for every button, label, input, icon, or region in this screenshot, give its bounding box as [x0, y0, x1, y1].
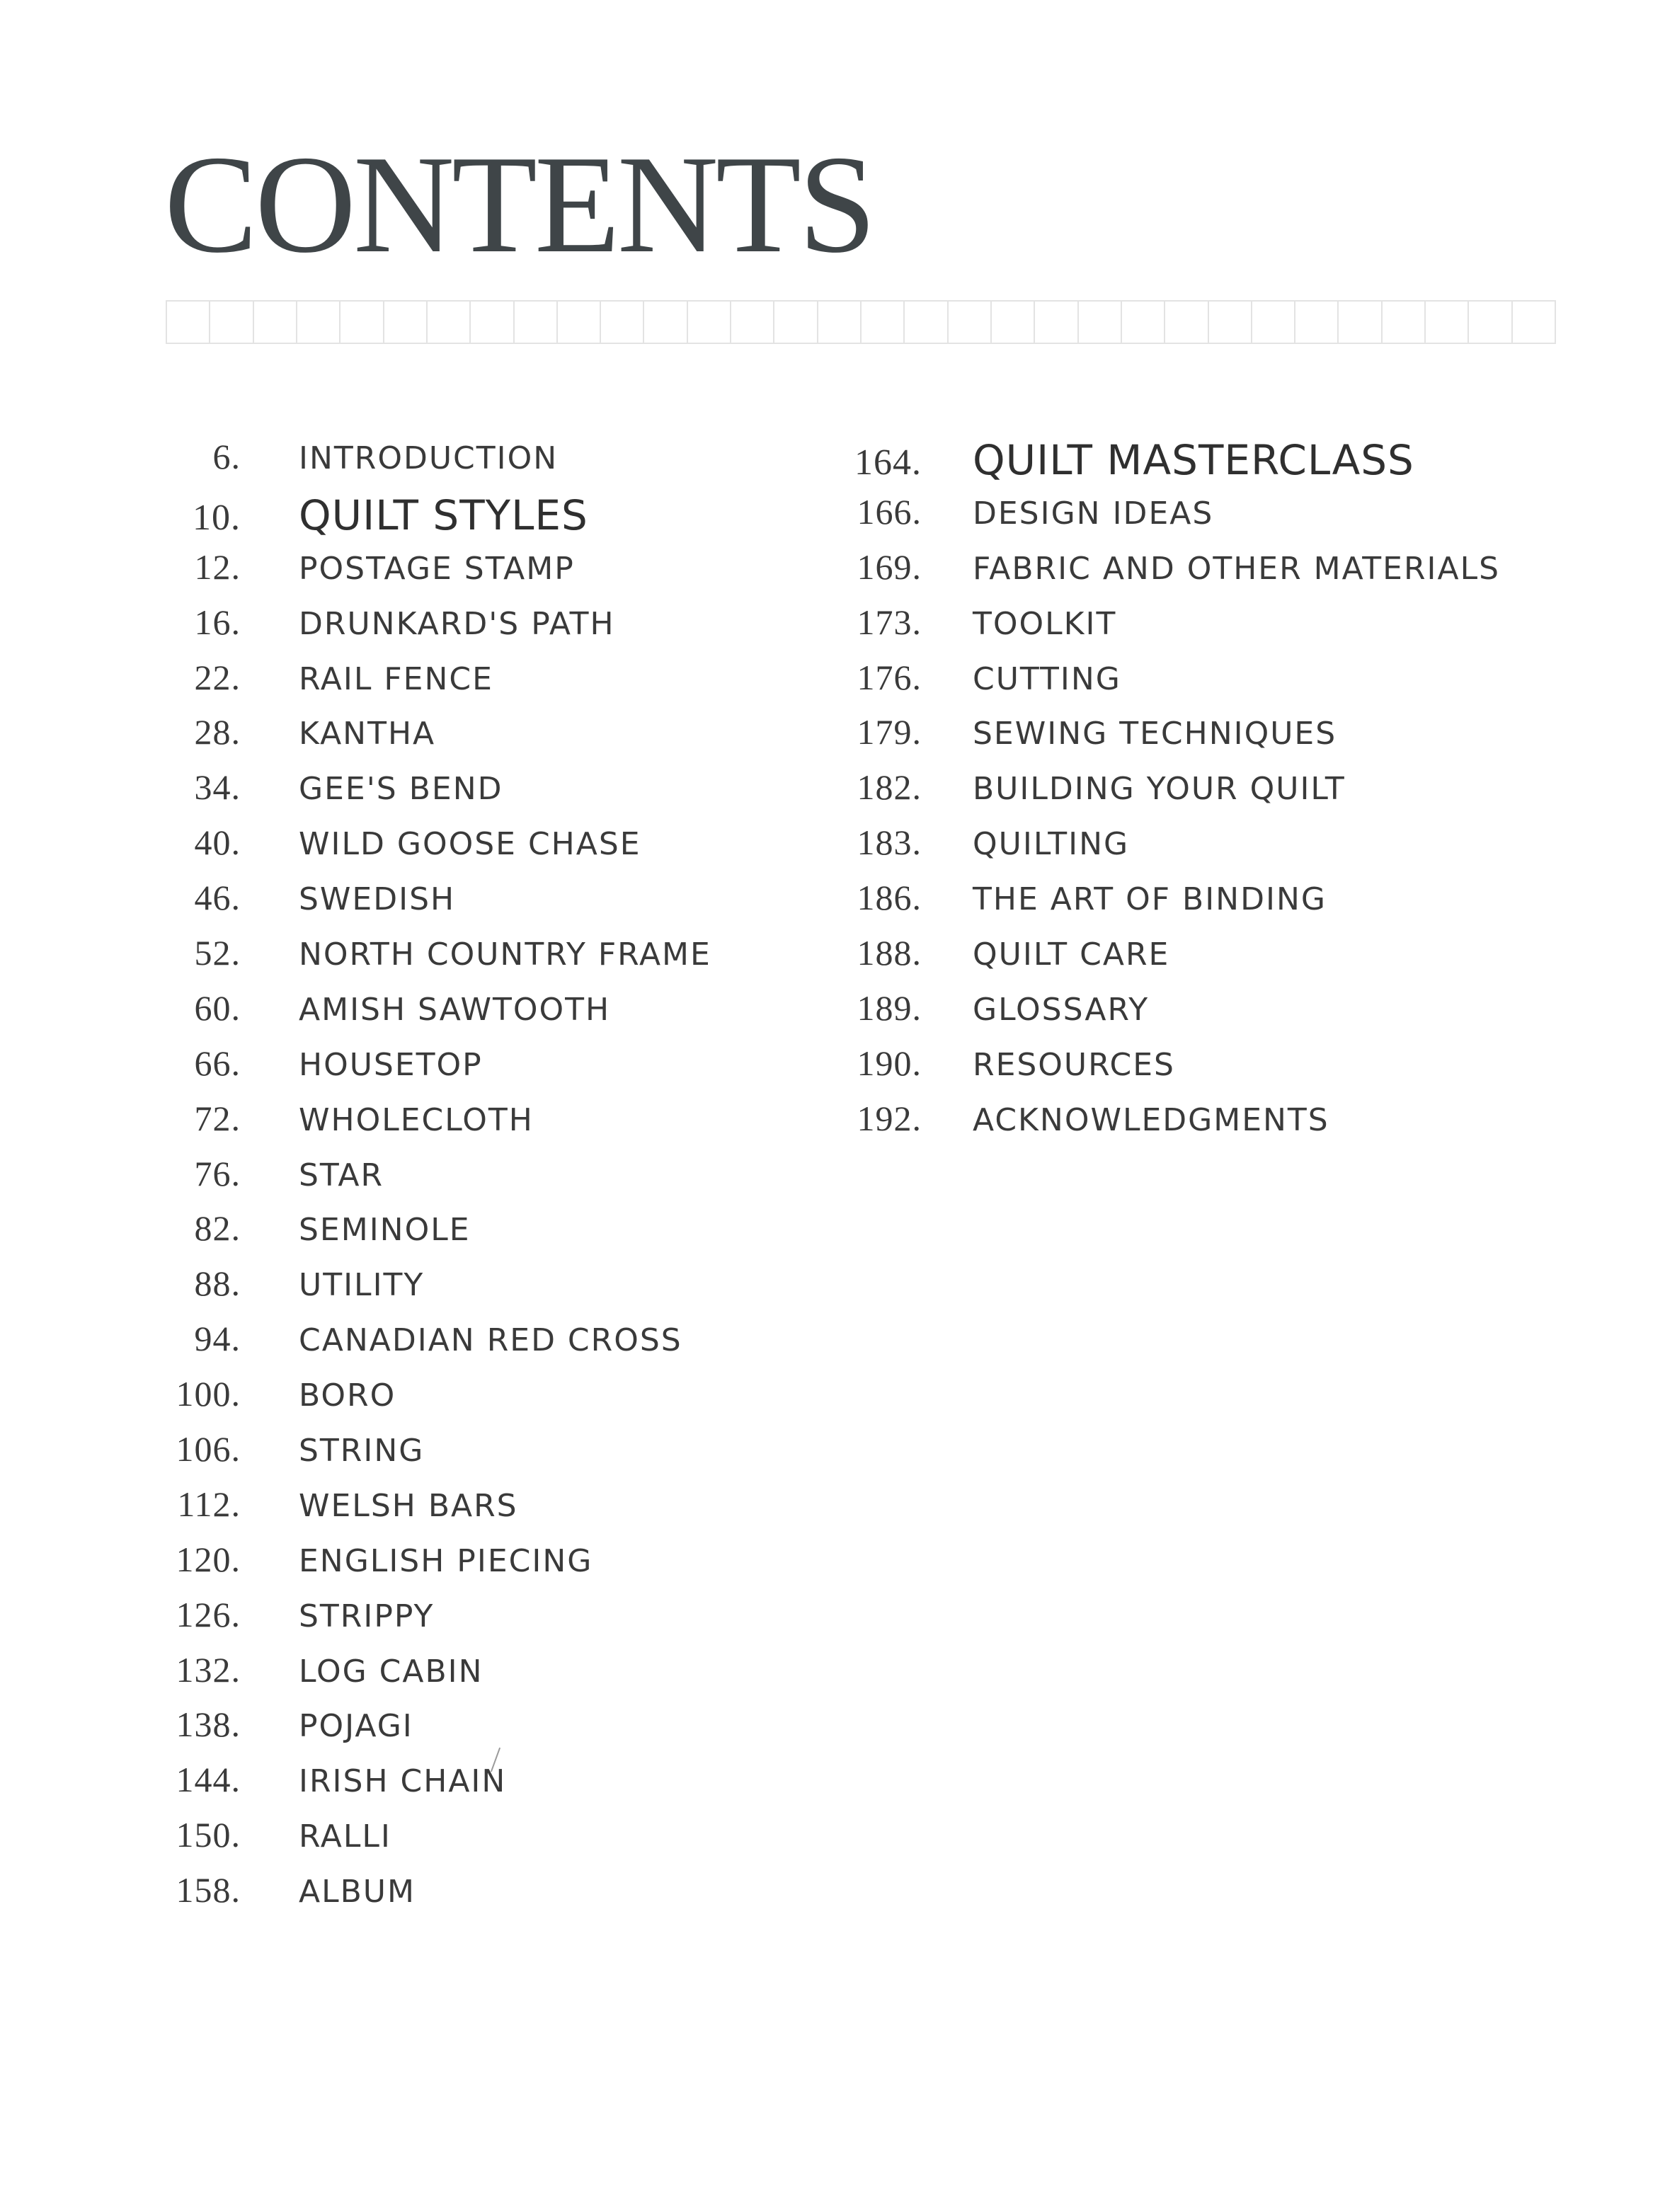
- stamp-cell: [1467, 300, 1512, 344]
- toc-entry: [135, 1098, 711, 1153]
- toc-page-number: 126.: [176, 1594, 241, 1634]
- stamp-cell: [947, 300, 992, 344]
- toc-page-number: 169.: [857, 546, 922, 587]
- toc-entry-label: BUILDING YOUR QUILT: [973, 771, 1346, 808]
- toc-page-number: 40.: [194, 823, 241, 863]
- stamp-cell: [643, 300, 687, 344]
- toc-page-number: 106.: [176, 1429, 241, 1469]
- toc-page-number: 120.: [176, 1539, 241, 1579]
- stamp-cell: [730, 300, 774, 344]
- stamp-cell: [1208, 300, 1252, 344]
- toc-entry: [135, 1484, 711, 1539]
- toc-entry-label: RAIL FENCE: [299, 660, 493, 697]
- toc-page-number: 189.: [857, 987, 922, 1028]
- toc-page-number: 66.: [194, 1043, 241, 1083]
- toc-page-number: 100.: [176, 1374, 241, 1414]
- toc-entry-label: GLOSSARY: [973, 991, 1150, 1028]
- stamp-cell: [1164, 300, 1208, 344]
- toc-entry: [135, 1373, 711, 1428]
- toc-entry: [814, 657, 1500, 712]
- toc-entry-label: WELSH BARS: [299, 1487, 518, 1524]
- toc-entry-label: SWEDISH: [299, 881, 456, 918]
- toc-entry-label: RESOURCES: [973, 1046, 1175, 1083]
- toc-page-number: 76.: [194, 1153, 241, 1193]
- toc-entry-label: STRING: [299, 1433, 425, 1469]
- toc-entry-label: AMISH SAWTOOTH: [299, 991, 611, 1028]
- toc-entry: [135, 877, 711, 932]
- toc-entry: [135, 1594, 711, 1649]
- toc-entry: [814, 491, 1500, 546]
- toc-entry-label: FABRIC AND OTHER MATERIALS: [973, 550, 1501, 587]
- toc-entry: [135, 1208, 711, 1263]
- toc-entry: [814, 1043, 1500, 1098]
- toc-page-number: 12.: [194, 546, 241, 587]
- toc-entry: [135, 1153, 711, 1208]
- toc-entry: [135, 546, 711, 602]
- toc-page-number: 88.: [194, 1263, 241, 1304]
- toc-entry-label: RALLI: [299, 1818, 391, 1855]
- toc-entry-label: IRISH CHAIN: [299, 1763, 507, 1800]
- toc-page-number: 164.: [854, 442, 922, 483]
- stamp-cell: [1381, 300, 1426, 344]
- toc-entry: [814, 1098, 1500, 1153]
- toc-entry-label: NORTH COUNTRY FRAME: [299, 936, 711, 973]
- toc-page-number: 190.: [857, 1043, 922, 1083]
- toc-entry: [135, 1428, 711, 1484]
- stamp-cell: [426, 300, 471, 344]
- toc-entry-label: POSTAGE STAMP: [299, 550, 575, 587]
- toc-entry-label: DESIGN IDEAS: [973, 495, 1214, 532]
- toc-section-heading: [135, 491, 711, 546]
- toc-page-number: 158.: [176, 1870, 241, 1910]
- toc-page-number: 72.: [194, 1098, 241, 1138]
- toc-entry: [135, 602, 711, 657]
- stamp-cell: [1251, 300, 1295, 344]
- toc-page-number: 10.: [193, 497, 241, 538]
- toc-page-number: 34.: [194, 767, 241, 808]
- toc-entry: [135, 987, 711, 1043]
- stamp-cell: [166, 300, 210, 344]
- stamp-cell: [469, 300, 514, 344]
- toc-entry-label: STAR: [299, 1157, 384, 1193]
- stamp-cell: [1424, 300, 1469, 344]
- toc-entry-label: THE ART OF BINDING: [973, 881, 1327, 918]
- toc-entry-label: KANTHA: [299, 716, 436, 752]
- toc-entry-label: CANADIAN RED CROSS: [299, 1322, 682, 1359]
- toc-page-number: 6.: [212, 437, 241, 476]
- toc-entry-label: UTILITY: [299, 1267, 425, 1304]
- toc-entry: [135, 1814, 711, 1869]
- toc-entry: [814, 767, 1500, 822]
- toc-page-number: 166.: [857, 491, 922, 532]
- toc-page-number: 186.: [857, 878, 922, 918]
- toc-entry: [135, 657, 711, 712]
- toc-entry: [814, 822, 1500, 877]
- stamp-cell: [1294, 300, 1339, 344]
- toc-entry: [135, 767, 711, 822]
- toc-page-number: 150.: [176, 1815, 241, 1855]
- toc-entry-label: ALBUM: [299, 1874, 416, 1910]
- stamp-cell: [687, 300, 731, 344]
- toc-entry: [814, 877, 1500, 932]
- toc-page-number: 112.: [177, 1484, 241, 1524]
- toc-entry-label: QUILT CARE: [973, 936, 1170, 973]
- toc-entry-label: TOOLKIT: [973, 605, 1117, 642]
- stamp-cell: [296, 300, 341, 344]
- stamp-cell: [556, 300, 601, 344]
- toc-entry: [814, 546, 1500, 602]
- toc-page-number: 82.: [194, 1208, 241, 1249]
- toc-entry: [135, 1649, 711, 1704]
- toc-entry: [135, 932, 711, 987]
- toc-page-number: 173.: [857, 602, 922, 642]
- toc-page-number: 188.: [857, 933, 922, 973]
- toc-page-number: 138.: [176, 1704, 241, 1745]
- toc-page-number: 182.: [857, 767, 922, 808]
- toc-page-number: 46.: [194, 878, 241, 918]
- toc-entry-label: DRUNKARD'S PATH: [299, 605, 615, 642]
- toc-page-number: 179.: [857, 712, 922, 752]
- toc-entry: [814, 711, 1500, 767]
- toc-entry-label: POJAGI: [299, 1708, 413, 1745]
- toc-entry-label: INTRODUCTION: [299, 440, 559, 476]
- toc-entry-label: ENGLISH PIECING: [299, 1542, 593, 1579]
- toc-entry-label: GEE'S BEND: [299, 771, 503, 808]
- toc-entry: [135, 1539, 711, 1594]
- toc-entry-label: BORO: [299, 1377, 396, 1414]
- toc-entry: [135, 1043, 711, 1098]
- toc-entry: [135, 1263, 711, 1318]
- toc-page-number: 22.: [194, 657, 241, 697]
- toc-entry-label: ACKNOWLEDGMENTS: [973, 1101, 1329, 1138]
- toc-entry-label: SEWING TECHNIQUES: [973, 716, 1337, 752]
- toc-entry-label: WHOLECLOTH: [299, 1101, 534, 1138]
- toc-entry: [135, 436, 711, 491]
- toc-entry-label: WILD GOOSE CHASE: [299, 826, 641, 863]
- stamp-cell: [513, 300, 558, 344]
- stamp-cell: [253, 300, 297, 344]
- toc-page-number: 183.: [857, 823, 922, 863]
- toc-entry-label: QUILT STYLES: [299, 491, 588, 539]
- stamp-cell: [209, 300, 253, 344]
- stamp-cell: [903, 300, 948, 344]
- toc-page-number: 144.: [176, 1760, 241, 1800]
- toc-section-heading: [814, 436, 1500, 491]
- toc-column-right: [814, 436, 1500, 1153]
- toc-entry: [135, 1318, 711, 1373]
- page-title: CONTENTS: [164, 127, 874, 282]
- stamp-cell: [1121, 300, 1165, 344]
- stamp-cell: [339, 300, 384, 344]
- stamp-cell: [1511, 300, 1556, 344]
- stamp-cell: [600, 300, 644, 344]
- postage-stamp-border: [166, 300, 1555, 344]
- toc-page-number: 52.: [194, 933, 241, 973]
- toc-entry-label: CUTTING: [973, 660, 1121, 697]
- toc-page-number: 60.: [194, 987, 241, 1028]
- stamp-cell: [990, 300, 1035, 344]
- toc-entry-label: STRIPPY: [299, 1598, 435, 1634]
- toc-entry-label: QUILT MASTERCLASS: [973, 436, 1414, 484]
- stamp-cell: [860, 300, 905, 344]
- toc-entry-label: QUILTING: [973, 826, 1130, 863]
- stamp-cell: [1034, 300, 1078, 344]
- stamp-cell: [817, 300, 862, 344]
- stamp-cell: [1337, 300, 1382, 344]
- stamp-cell: [383, 300, 428, 344]
- toc-entry: [135, 1869, 711, 1925]
- toc-page-number: 16.: [194, 602, 241, 642]
- toc-column-left: [135, 436, 711, 1925]
- toc-entry-label: LOG CABIN: [299, 1653, 484, 1690]
- toc-entry: [135, 1759, 711, 1814]
- toc-page-number: 28.: [194, 712, 241, 752]
- toc-entry-label: HOUSETOP: [299, 1046, 483, 1083]
- toc-entry: [814, 932, 1500, 987]
- stamp-cell: [1077, 300, 1122, 344]
- toc-entry: [814, 987, 1500, 1043]
- toc-entry: [135, 1704, 711, 1759]
- stamp-cell: [773, 300, 818, 344]
- toc-entry-label: SEMINOLE: [299, 1212, 471, 1249]
- toc-page-number: 176.: [857, 657, 922, 697]
- toc-page-number: 192.: [857, 1098, 922, 1138]
- toc-entry: [814, 602, 1500, 657]
- toc-entry: [135, 711, 711, 767]
- toc-page-number: 132.: [176, 1649, 241, 1690]
- toc-page-number: 94.: [194, 1319, 241, 1359]
- toc-entry: [135, 822, 711, 877]
